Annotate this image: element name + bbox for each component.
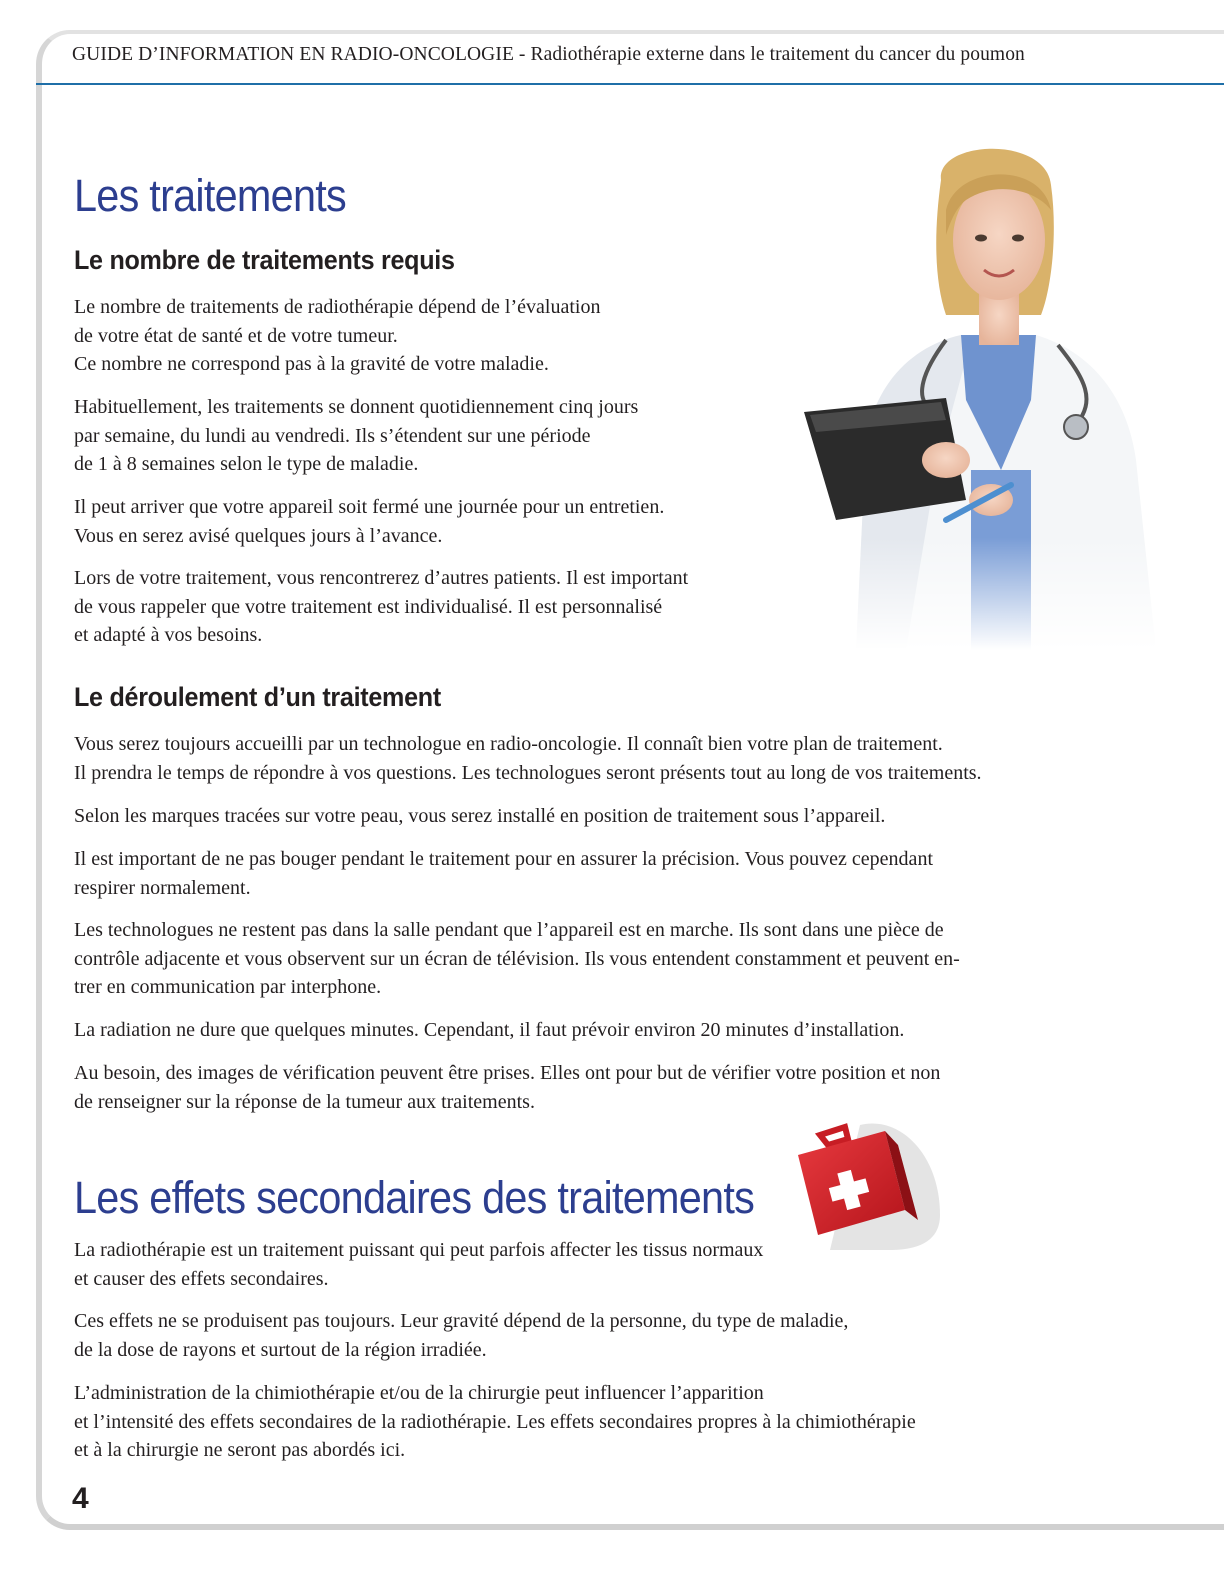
section-title-side-effects: Les effets secondaires des traitements xyxy=(74,1172,755,1223)
header-rule xyxy=(36,83,1224,85)
text-line: Il peut arriver que votre appareil soit fermé une journée pour un entretien. xyxy=(74,496,665,518)
text-line: Il est important de ne pas bouger pendant le traitement pour en assurer la précision. Vous pouvez cependant xyxy=(74,848,933,870)
text-line: La radiothérapie est un traitement puissant qui peut parfois affecter les tissus normaux xyxy=(74,1239,764,1261)
subsection-title-number: Le nombre de traitements requis xyxy=(74,245,455,275)
running-header: GUIDE D’INFORMATION EN RADIO-ONCOLOGIE - Radiothérapie externe dans le traitement du cancer du poumon xyxy=(72,44,1025,65)
paragraph xyxy=(74,493,664,550)
text-line: et l’intensité des effets secondaires de la radiothérapie. Les effets secondaires propres à la chimiothérapie xyxy=(74,1410,916,1433)
text-line: Il prendra le temps de répondre à vos questions. Les technologues seront présents tout au long de vos traitements. xyxy=(74,761,982,784)
doctor-photo xyxy=(796,140,1176,650)
paragraph xyxy=(74,1236,763,1293)
text-line: de votre état de santé et de votre tumeur. xyxy=(74,324,398,347)
section-title-treatments: Les traitements xyxy=(74,170,346,221)
paragraph xyxy=(74,1016,904,1045)
paragraph xyxy=(74,1059,940,1116)
text-line: de vous rappeler que votre traitement est individualisé. Il est personnalisé xyxy=(74,595,663,618)
text-line: Habituellement, les traitements se donnent quotidiennement cinq jours xyxy=(74,396,639,418)
paragraph xyxy=(74,845,933,902)
text-line: Les technologues ne restent pas dans la salle pendant que l’appareil est en marche. Ils sont dans une pièce de xyxy=(74,919,944,941)
first-aid-kit-icon xyxy=(790,1115,950,1255)
text-line: par semaine, du lundi au vendredi. Ils s’étendent sur une période xyxy=(74,424,591,447)
text-line: Ces effets ne se produisent pas toujours. Leur gravité dépend de la personne, du type de maladie, xyxy=(74,1310,849,1332)
page-number: 4 xyxy=(72,1482,89,1515)
paragraph xyxy=(74,1379,916,1465)
text-line: et adapté à vos besoins. xyxy=(74,624,263,647)
paragraph xyxy=(74,1307,848,1364)
text-line: trer en communication par interphone. xyxy=(74,976,382,999)
text-line: Ce nombre ne correspond pas à la gravité de votre maladie. xyxy=(74,353,549,376)
text-line: La radiation ne dure que quelques minutes. Cependant, il faut prévoir environ 20 minutes d’installation. xyxy=(74,1019,905,1041)
text-line: contrôle adjacente et vous observent sur un écran de télévision. Ils vous entendent constamment et peuvent en- xyxy=(74,947,960,970)
paragraph xyxy=(74,293,600,379)
paragraph xyxy=(74,393,638,479)
text-line: Le nombre de traitements de radiothérapie dépend de l’évaluation xyxy=(74,296,601,318)
text-line: Selon les marques tracées sur votre peau, vous serez installé en position de traitement sous l’appareil. xyxy=(74,805,886,827)
paragraph xyxy=(74,916,960,1002)
text-line: de renseigner sur la réponse de la tumeur aux traitements. xyxy=(74,1090,535,1113)
text-line: respirer normalement. xyxy=(74,876,251,899)
paragraph xyxy=(74,730,982,787)
text-line: L’administration de la chimiothérapie et/ou de la chirurgie peut influencer l’apparition xyxy=(74,1382,764,1404)
text-line: et causer des effets secondaires. xyxy=(74,1267,329,1290)
paragraph xyxy=(74,564,688,650)
text-line: de la dose de rayons et surtout de la région irradiée. xyxy=(74,1338,487,1361)
text-line: Vous en serez avisé quelques jours à l’avance. xyxy=(74,524,443,547)
text-line: et à la chirurgie ne seront pas abordés ici. xyxy=(74,1439,406,1462)
text-line: de 1 à 8 semaines selon le type de maladie. xyxy=(74,453,419,476)
paragraph xyxy=(74,802,885,831)
text-line: Vous serez toujours accueilli par un technologue en radio-oncologie. Il connaît bien votre plan de traitement. xyxy=(74,733,943,755)
text-line: Au besoin, des images de vérification peuvent être prises. Elles ont pour but de vérifier votre position et non xyxy=(74,1062,941,1084)
text-line: Lors de votre traitement, vous rencontrerez d’autres patients. Il est important xyxy=(74,567,689,589)
subsection-title-process: Le déroulement d’un traitement xyxy=(74,682,441,712)
